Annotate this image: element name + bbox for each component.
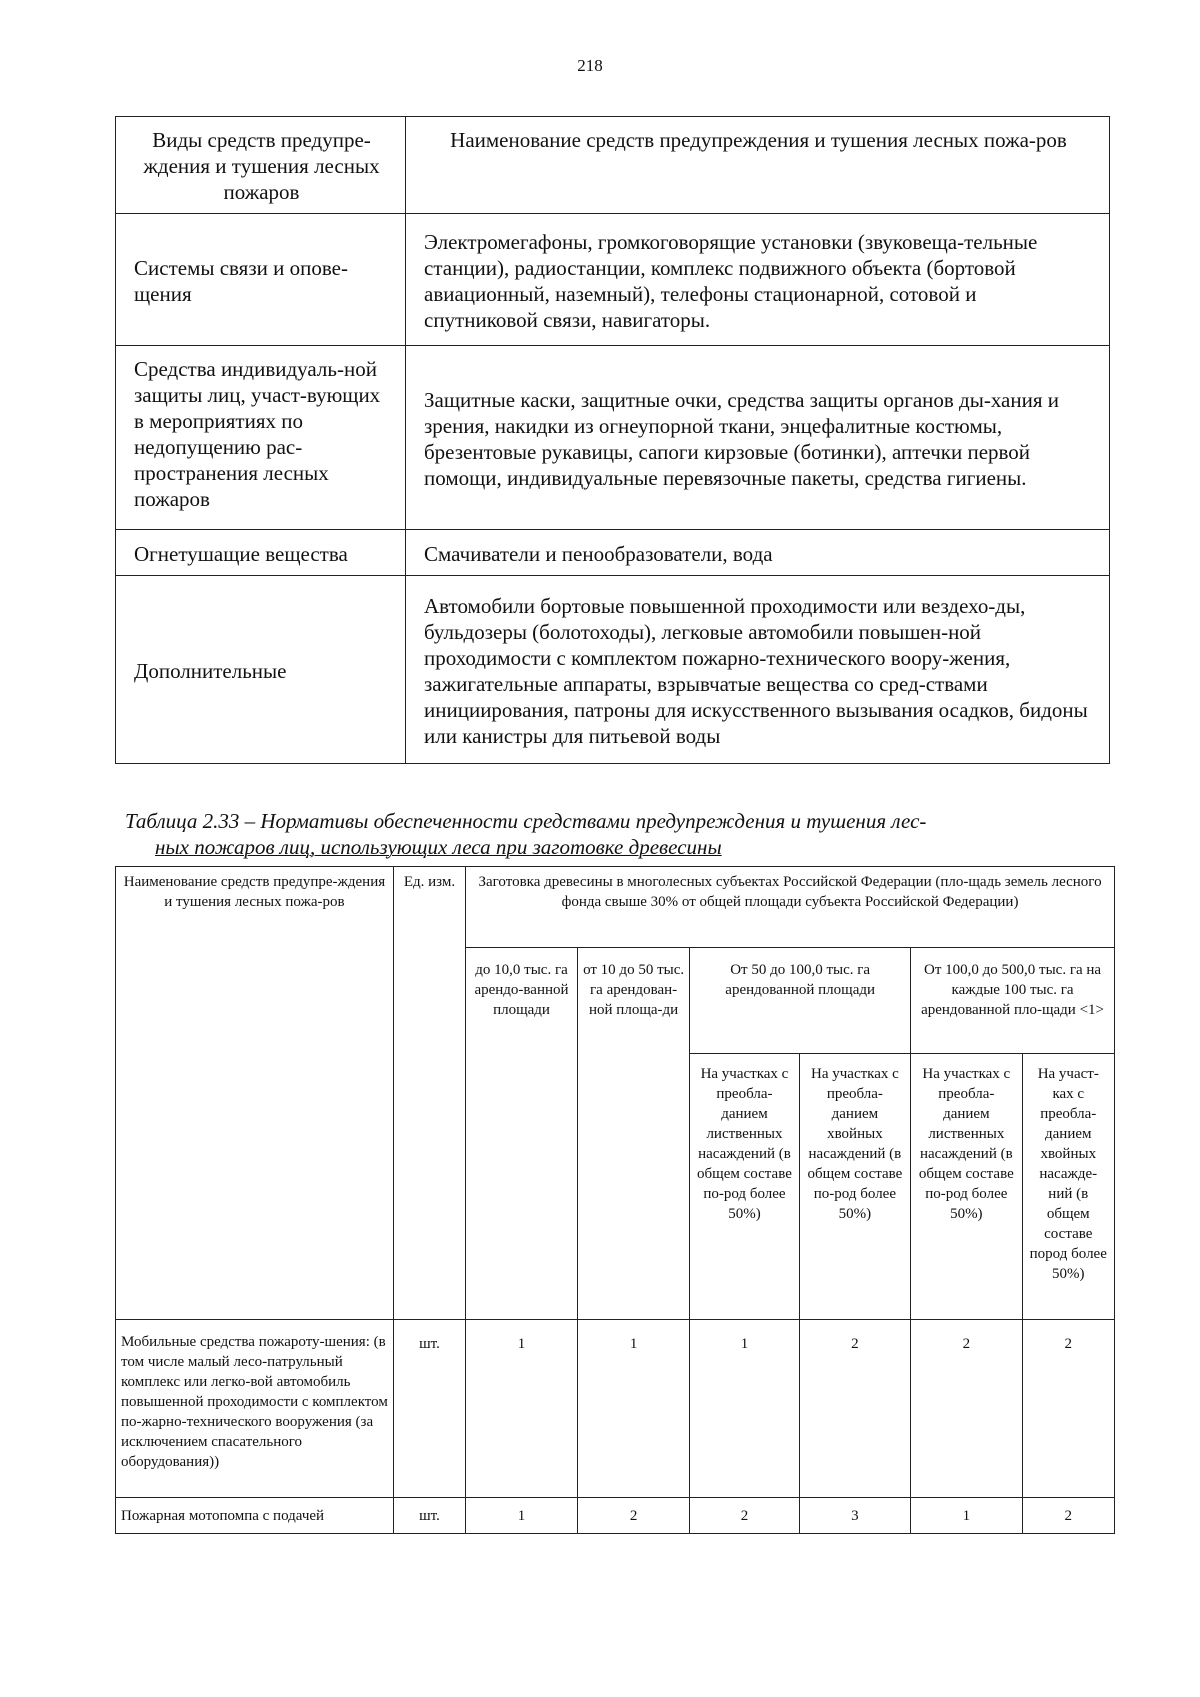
row-items-cell: Смачиватели и пенообразователи, вода — [406, 530, 1110, 576]
table-row — [116, 530, 1110, 576]
row-type-cell: Огнетушащие вещества — [116, 530, 406, 576]
table-caption — [125, 808, 1085, 860]
row-value-cell: 2 — [690, 1498, 799, 1534]
equipment-norms-table — [115, 866, 1115, 1534]
caption-line-1: Таблица 2.33 – Нормативы обеспеченности средствами предупреждения и тушения лес- — [125, 809, 927, 833]
table-row — [116, 1320, 1115, 1498]
row-value-cell: 2 — [1022, 1320, 1114, 1498]
header-sub4-cell: От 100,0 до 500,0 тыс. га на каждые 100 тыс. га арендованной пло-щади <1> — [911, 948, 1115, 1054]
row-items-cell: Защитные каски, защитные очки, средства защиты органов ды-хания и зрения, накидки из огнеупорной ткани, энцефалитные костюмы, брезентовые рукавицы, сапоги кирзовые (ботинки), аптечки первой помощи, индивидуальные перевязочные пакеты, средства гигиены. — [406, 346, 1110, 530]
row-value-cell: 2 — [577, 1498, 689, 1534]
header-unit-cell: Ед. изм. — [393, 867, 465, 1320]
table-row — [116, 346, 1110, 530]
row-type-cell: Дополнительные — [116, 576, 406, 764]
row-value-cell: 3 — [799, 1498, 910, 1534]
table-row — [116, 576, 1110, 764]
header-sub3-cell: От 50 до 100,0 тыс. га арендованной площади — [690, 948, 911, 1054]
row-type-cell: Системы связи и опове-щения — [116, 214, 406, 346]
caption-line-2: ных пожаров лиц, использующих леса при заготовке древесины — [155, 835, 722, 859]
row-value-cell: 1 — [911, 1498, 1022, 1534]
table-header-row — [116, 117, 1110, 214]
header-sub4b-cell: На участ-ках с преобла-данием хвойных насажде-ний (в общем составе пород более 50%) — [1022, 1054, 1114, 1320]
forest-fire-means-table — [115, 116, 1110, 764]
row-items-cell: Электромегафоны, громкоговорящие установки (звуковеща-тельные станции), радиостанции, комплекс подвижного объекта (бортовой авиационный, наземный), телефоны стационарной, сотовой и спутниковой связи, навигаторы. — [406, 214, 1110, 346]
row-value-cell: 2 — [911, 1320, 1022, 1498]
page-number: 218 — [577, 56, 603, 75]
row-name-cell: Пожарная мотопомпа с подачей — [116, 1498, 394, 1534]
row-value-cell: 1 — [690, 1320, 799, 1498]
row-items-cell: Автомобили бортовые повышенной проходимости или вездехо-ды, бульдозеры (болотоходы), легковые автомобили повышен-ной проходимости с комплектом пожарно-технического воору-жения, зажигательные аппараты, взрывчатые вещества со сред-ствами инициирования, патроны для искусственного вызывания осадков, бидоны или канистры для питьевой воды — [406, 576, 1110, 764]
table-row — [116, 214, 1110, 346]
row-value-cell: 1 — [466, 1498, 578, 1534]
header-group-cell: Заготовка древесины в многолесных субъектах Российской Федерации (пло-щадь земель лесного фонда свыше 30% от общей площади субъекта Российской Федерации) — [466, 867, 1115, 948]
row-value-cell: 2 — [799, 1320, 910, 1498]
header-cell-names: Наименование средств предупреждения и тушения лесных пожа-ров — [406, 117, 1110, 214]
table-row — [116, 1498, 1115, 1534]
header-sub3a-cell: На участках с преобла-данием лиственных насаждений (в общем составе по-род более 50%) — [690, 1054, 799, 1320]
header-sub2-cell: от 10 до 50 тыс. га арендован-ной площа-ди — [577, 948, 689, 1320]
header-sub1-cell: до 10,0 тыс. га арендо-ванной площади — [466, 948, 578, 1320]
row-unit-cell: шт. — [393, 1320, 465, 1498]
row-unit-cell: шт. — [393, 1498, 465, 1534]
row-value-cell: 2 — [1022, 1498, 1114, 1534]
header-sub3b-cell: На участках с преобла-данием хвойных насаждений (в общем составе по-род более 50%) — [799, 1054, 910, 1320]
row-value-cell: 1 — [466, 1320, 578, 1498]
row-type-cell: Средства индивидуаль-ной защиты лиц, участ-вующих в мероприятиях по недопущению рас-пространения лесных пожаров — [116, 346, 406, 530]
header-cell-types: Виды средств предупре-ждения и тушения лесных пожаров — [116, 117, 406, 214]
row-value-cell: 1 — [577, 1320, 689, 1498]
table-header-row — [116, 867, 1115, 948]
header-name-cell: Наименование средств предупре-ждения и тушения лесных пожа-ров — [116, 867, 394, 1320]
row-name-cell: Мобильные средства пожароту-шения: (в том числе малый лесо-патрульный комплекс или легко-вой автомобиль повышенной проходимости с комплектом по-жарно-технического вооружения (за исключением спасательного оборудования)) — [116, 1320, 394, 1498]
header-sub4a-cell: На участках с преобла-данием лиственных насаждений (в общем составе по-род более 50%) — [911, 1054, 1022, 1320]
